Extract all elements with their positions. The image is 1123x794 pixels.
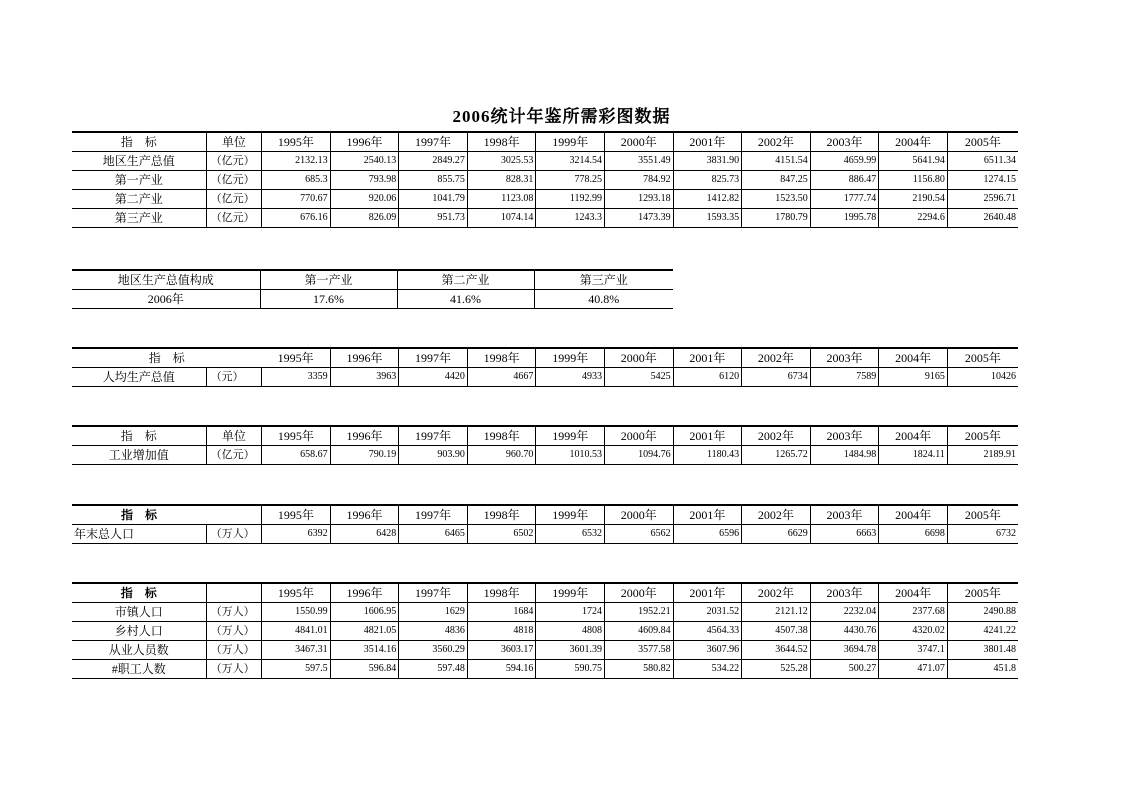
row-unit: （万人） xyxy=(206,525,261,544)
year-header: 1997年 xyxy=(399,505,468,525)
data-cell: 2540.13 xyxy=(330,152,399,171)
year-header: 1997年 xyxy=(399,132,468,152)
table-row xyxy=(72,190,1018,209)
data-cell: 3577.58 xyxy=(604,641,673,660)
year-header: 2005年 xyxy=(947,348,1018,368)
data-cell: 2132.13 xyxy=(262,152,331,171)
year-header: 2004年 xyxy=(879,426,948,446)
data-cell: 4808 xyxy=(536,622,605,641)
header-primary: 第一产业 xyxy=(260,270,397,290)
data-cell: 790.19 xyxy=(330,446,399,465)
data-cell: 9165 xyxy=(879,368,948,387)
year-header: 1999年 xyxy=(536,132,605,152)
data-cell: 1780.79 xyxy=(742,209,811,228)
year-header: 1998年 xyxy=(467,583,536,603)
year-header: 2001年 xyxy=(673,348,742,368)
row-unit: （元） xyxy=(206,368,261,387)
header-index: 指 标 xyxy=(72,132,206,152)
year-header: 2004年 xyxy=(879,583,948,603)
table-row xyxy=(72,641,1018,660)
year-header: 1998年 xyxy=(467,348,536,368)
gdp-composition-table xyxy=(72,269,673,309)
year-header: 1995年 xyxy=(262,505,331,525)
data-cell: 1274.15 xyxy=(947,171,1018,190)
data-cell: 1156.80 xyxy=(879,171,948,190)
row-year: 2006年 xyxy=(72,290,260,309)
row-unit: （亿元） xyxy=(206,171,261,190)
table-row xyxy=(72,603,1018,622)
data-cell: 5641.94 xyxy=(879,152,948,171)
header-secondary: 第二产业 xyxy=(397,270,534,290)
data-cell: 3359 xyxy=(262,368,331,387)
data-cell: 580.82 xyxy=(604,660,673,679)
data-cell: 6465 xyxy=(399,525,468,544)
data-cell: 6698 xyxy=(879,525,948,544)
table-row xyxy=(72,622,1018,641)
data-cell: 4836 xyxy=(399,622,468,641)
data-cell: 4821.05 xyxy=(330,622,399,641)
year-header: 2003年 xyxy=(810,505,879,525)
data-cell: 594.16 xyxy=(467,660,536,679)
year-header: 1998年 xyxy=(467,132,536,152)
data-cell: 6734 xyxy=(742,368,811,387)
row-unit: （亿元） xyxy=(206,190,261,209)
table-row xyxy=(72,152,1018,171)
data-cell: 1412.82 xyxy=(673,190,742,209)
data-cell: 6732 xyxy=(947,525,1018,544)
data-cell: 828.31 xyxy=(467,171,536,190)
data-cell: 2849.27 xyxy=(399,152,468,171)
year-header: 1996年 xyxy=(330,132,399,152)
row-unit: （万人） xyxy=(206,660,261,679)
data-cell: 1074.14 xyxy=(467,209,536,228)
year-header: 2003年 xyxy=(810,348,879,368)
data-cell: 1265.72 xyxy=(742,446,811,465)
data-cell: 1243.3 xyxy=(536,209,605,228)
header-row xyxy=(72,270,673,290)
data-cell: 1684 xyxy=(467,603,536,622)
data-cell: 6511.34 xyxy=(947,152,1018,171)
data-cell: 1629 xyxy=(399,603,468,622)
data-cell: 847.25 xyxy=(742,171,811,190)
page-title: 2006统计年鉴所需彩图数据 xyxy=(452,107,671,126)
year-header: 2005年 xyxy=(947,132,1018,152)
data-cell: 3963 xyxy=(330,368,399,387)
row-unit: （亿元） xyxy=(206,152,261,171)
year-header: 2005年 xyxy=(947,505,1018,525)
row-label: 第三产业 xyxy=(72,209,206,228)
data-cell: 3025.53 xyxy=(467,152,536,171)
year-header: 2000年 xyxy=(604,583,673,603)
total-population-table xyxy=(72,504,1018,544)
year-header: 2001年 xyxy=(673,505,742,525)
data-cell: 2232.04 xyxy=(810,603,879,622)
year-header: 2004年 xyxy=(879,505,948,525)
data-cell: 6120 xyxy=(673,368,742,387)
header-unit: 单位 xyxy=(206,132,261,152)
data-cell: 903.90 xyxy=(399,446,468,465)
data-cell: 4933 xyxy=(536,368,605,387)
header-unit-blank xyxy=(206,505,261,525)
data-cell: 2189.91 xyxy=(947,446,1018,465)
header-unit: 单位 xyxy=(206,426,261,446)
year-header: 1998年 xyxy=(467,505,536,525)
year-header: 2000年 xyxy=(604,348,673,368)
data-cell: 1180.43 xyxy=(673,446,742,465)
table-row xyxy=(72,209,1018,228)
data-cell: 3551.49 xyxy=(604,152,673,171)
year-header: 1995年 xyxy=(262,132,331,152)
data-cell: 4320.02 xyxy=(879,622,948,641)
row-label: 人均生产总值 xyxy=(72,368,206,387)
data-cell: 3214.54 xyxy=(536,152,605,171)
data-cell: 4420 xyxy=(399,368,468,387)
year-header: 1999年 xyxy=(536,583,605,603)
data-cell: 784.92 xyxy=(604,171,673,190)
year-header: 1999年 xyxy=(536,348,605,368)
year-header: 1999年 xyxy=(536,426,605,446)
data-cell: 1473.39 xyxy=(604,209,673,228)
data-cell: 3603.17 xyxy=(467,641,536,660)
gdp-table xyxy=(72,131,1018,228)
primary-pct: 17.6% xyxy=(260,290,397,309)
data-cell: 1606.95 xyxy=(330,603,399,622)
row-label: 从业人员数 xyxy=(72,641,206,660)
header-index: 指 标 xyxy=(72,348,262,368)
data-cell: 2377.68 xyxy=(879,603,948,622)
data-cell: 886.47 xyxy=(810,171,879,190)
data-cell: 1593.35 xyxy=(673,209,742,228)
row-unit: （亿元） xyxy=(206,209,261,228)
data-cell: 960.70 xyxy=(467,446,536,465)
year-header: 2001年 xyxy=(673,132,742,152)
data-cell: 826.09 xyxy=(330,209,399,228)
row-label: #职工人数 xyxy=(72,660,206,679)
data-cell: 4667 xyxy=(467,368,536,387)
data-cell: 500.27 xyxy=(810,660,879,679)
data-cell: 590.75 xyxy=(536,660,605,679)
row-unit: （万人） xyxy=(206,603,261,622)
row-label: 市镇人口 xyxy=(72,603,206,622)
year-header: 2002年 xyxy=(742,583,811,603)
data-cell: 597.5 xyxy=(262,660,331,679)
header-index: 指 标 xyxy=(72,583,206,603)
data-cell: 10426 xyxy=(947,368,1018,387)
data-cell: 596.84 xyxy=(330,660,399,679)
data-cell: 6596 xyxy=(673,525,742,544)
header-row xyxy=(72,583,1018,603)
data-cell: 2294.6 xyxy=(879,209,948,228)
industry-value-added-table xyxy=(72,425,1018,465)
data-cell: 3467.31 xyxy=(262,641,331,660)
year-header: 1995年 xyxy=(262,426,331,446)
year-header: 1996年 xyxy=(330,426,399,446)
data-cell: 6392 xyxy=(262,525,331,544)
year-header: 1996年 xyxy=(330,583,399,603)
data-cell: 534.22 xyxy=(673,660,742,679)
data-cell: 1484.98 xyxy=(810,446,879,465)
data-cell: 6532 xyxy=(536,525,605,544)
data-cell: 3560.29 xyxy=(399,641,468,660)
year-header: 2000年 xyxy=(604,505,673,525)
data-cell: 1010.53 xyxy=(536,446,605,465)
header-tertiary: 第三产业 xyxy=(534,270,673,290)
data-cell: 1952.21 xyxy=(604,603,673,622)
data-cell: 597.48 xyxy=(399,660,468,679)
data-cell: 4841.01 xyxy=(262,622,331,641)
data-cell: 2121.12 xyxy=(742,603,811,622)
year-header: 2003年 xyxy=(810,583,879,603)
year-header: 2000年 xyxy=(604,426,673,446)
row-unit: （万人） xyxy=(206,641,261,660)
data-cell: 4609.84 xyxy=(604,622,673,641)
data-cell: 2596.71 xyxy=(947,190,1018,209)
data-cell: 3607.96 xyxy=(673,641,742,660)
year-header: 2004年 xyxy=(879,132,948,152)
year-header: 2001年 xyxy=(673,426,742,446)
table-row xyxy=(72,368,1018,387)
year-header: 1997年 xyxy=(399,426,468,446)
header-composition: 地区生产总值构成 xyxy=(72,270,260,290)
year-header: 2005年 xyxy=(947,426,1018,446)
row-label: 第二产业 xyxy=(72,190,206,209)
data-cell: 2190.54 xyxy=(879,190,948,209)
year-header: 1996年 xyxy=(330,348,399,368)
data-cell: 676.16 xyxy=(262,209,331,228)
data-cell: 3514.16 xyxy=(330,641,399,660)
data-cell: 6502 xyxy=(467,525,536,544)
data-cell: 3694.78 xyxy=(810,641,879,660)
row-label: 第一产业 xyxy=(72,171,206,190)
table-row xyxy=(72,446,1018,465)
data-cell: 1094.76 xyxy=(604,446,673,465)
year-header: 2002年 xyxy=(742,505,811,525)
data-cell: 6629 xyxy=(742,525,811,544)
row-label: 乡村人口 xyxy=(72,622,206,641)
data-cell: 770.67 xyxy=(262,190,331,209)
data-cell: 3747.1 xyxy=(879,641,948,660)
data-cell: 4507.38 xyxy=(742,622,811,641)
row-label: 工业增加值 xyxy=(72,446,206,465)
data-cell: 451.8 xyxy=(947,660,1018,679)
year-header: 1999年 xyxy=(536,505,605,525)
header-unit-blank xyxy=(206,583,261,603)
year-header: 1995年 xyxy=(262,583,331,603)
data-cell: 1192.99 xyxy=(536,190,605,209)
data-cell: 3831.90 xyxy=(673,152,742,171)
data-cell: 525.28 xyxy=(742,660,811,679)
data-cell: 951.73 xyxy=(399,209,468,228)
data-cell: 4151.54 xyxy=(742,152,811,171)
data-cell: 855.75 xyxy=(399,171,468,190)
data-cell: 3601.39 xyxy=(536,641,605,660)
data-cell: 4241.22 xyxy=(947,622,1018,641)
year-header: 1997年 xyxy=(399,583,468,603)
data-cell: 4564.33 xyxy=(673,622,742,641)
header-row xyxy=(72,505,1018,525)
data-cell: 4818 xyxy=(467,622,536,641)
row-unit: （万人） xyxy=(206,622,261,641)
data-cell: 6428 xyxy=(330,525,399,544)
row-label: 地区生产总值 xyxy=(72,152,206,171)
year-header: 1997年 xyxy=(399,348,468,368)
year-header: 1996年 xyxy=(330,505,399,525)
header-index: 指 标 xyxy=(72,505,206,525)
data-cell: 5425 xyxy=(604,368,673,387)
table-row xyxy=(72,290,673,309)
data-cell: 3644.52 xyxy=(742,641,811,660)
year-header: 1998年 xyxy=(467,426,536,446)
table-row xyxy=(72,660,1018,679)
row-unit: （亿元） xyxy=(206,446,261,465)
data-cell: 4430.76 xyxy=(810,622,879,641)
year-header: 2003年 xyxy=(810,426,879,446)
year-header: 2001年 xyxy=(673,583,742,603)
population-employment-table xyxy=(72,582,1018,679)
table-row xyxy=(72,171,1018,190)
year-header: 2004年 xyxy=(879,348,948,368)
data-cell: 1824.11 xyxy=(879,446,948,465)
year-header: 1995年 xyxy=(262,348,331,368)
secondary-pct: 41.6% xyxy=(397,290,534,309)
data-cell: 1293.18 xyxy=(604,190,673,209)
header-row xyxy=(72,426,1018,446)
year-header: 2002年 xyxy=(742,132,811,152)
data-cell: 920.06 xyxy=(330,190,399,209)
year-header: 2000年 xyxy=(604,132,673,152)
data-cell: 778.25 xyxy=(536,171,605,190)
row-label: 年末总人口 xyxy=(72,525,206,544)
data-cell: 685.3 xyxy=(262,171,331,190)
data-cell: 2490.88 xyxy=(947,603,1018,622)
data-cell: 2031.52 xyxy=(673,603,742,622)
data-cell: 1123.08 xyxy=(467,190,536,209)
data-cell: 1041.79 xyxy=(399,190,468,209)
data-cell: 658.67 xyxy=(262,446,331,465)
data-cell: 1550.99 xyxy=(262,603,331,622)
table-row xyxy=(72,525,1018,544)
data-cell: 6562 xyxy=(604,525,673,544)
data-cell: 7589 xyxy=(810,368,879,387)
data-cell: 793.98 xyxy=(330,171,399,190)
data-cell: 1724 xyxy=(536,603,605,622)
data-cell: 1777.74 xyxy=(810,190,879,209)
year-header: 2005年 xyxy=(947,583,1018,603)
header-row xyxy=(72,132,1018,152)
data-cell: 1995.78 xyxy=(810,209,879,228)
per-capita-gdp-table xyxy=(72,347,1018,387)
header-index: 指 标 xyxy=(72,426,206,446)
year-header: 2002年 xyxy=(742,426,811,446)
data-cell: 4659.99 xyxy=(810,152,879,171)
data-cell: 3801.48 xyxy=(947,641,1018,660)
data-cell: 471.07 xyxy=(879,660,948,679)
data-cell: 6663 xyxy=(810,525,879,544)
tertiary-pct: 40.8% xyxy=(534,290,673,309)
data-cell: 825.73 xyxy=(673,171,742,190)
data-cell: 2640.48 xyxy=(947,209,1018,228)
data-cell: 1523.50 xyxy=(742,190,811,209)
year-header: 2003年 xyxy=(810,132,879,152)
year-header: 2002年 xyxy=(742,348,811,368)
header-row xyxy=(72,348,1018,368)
